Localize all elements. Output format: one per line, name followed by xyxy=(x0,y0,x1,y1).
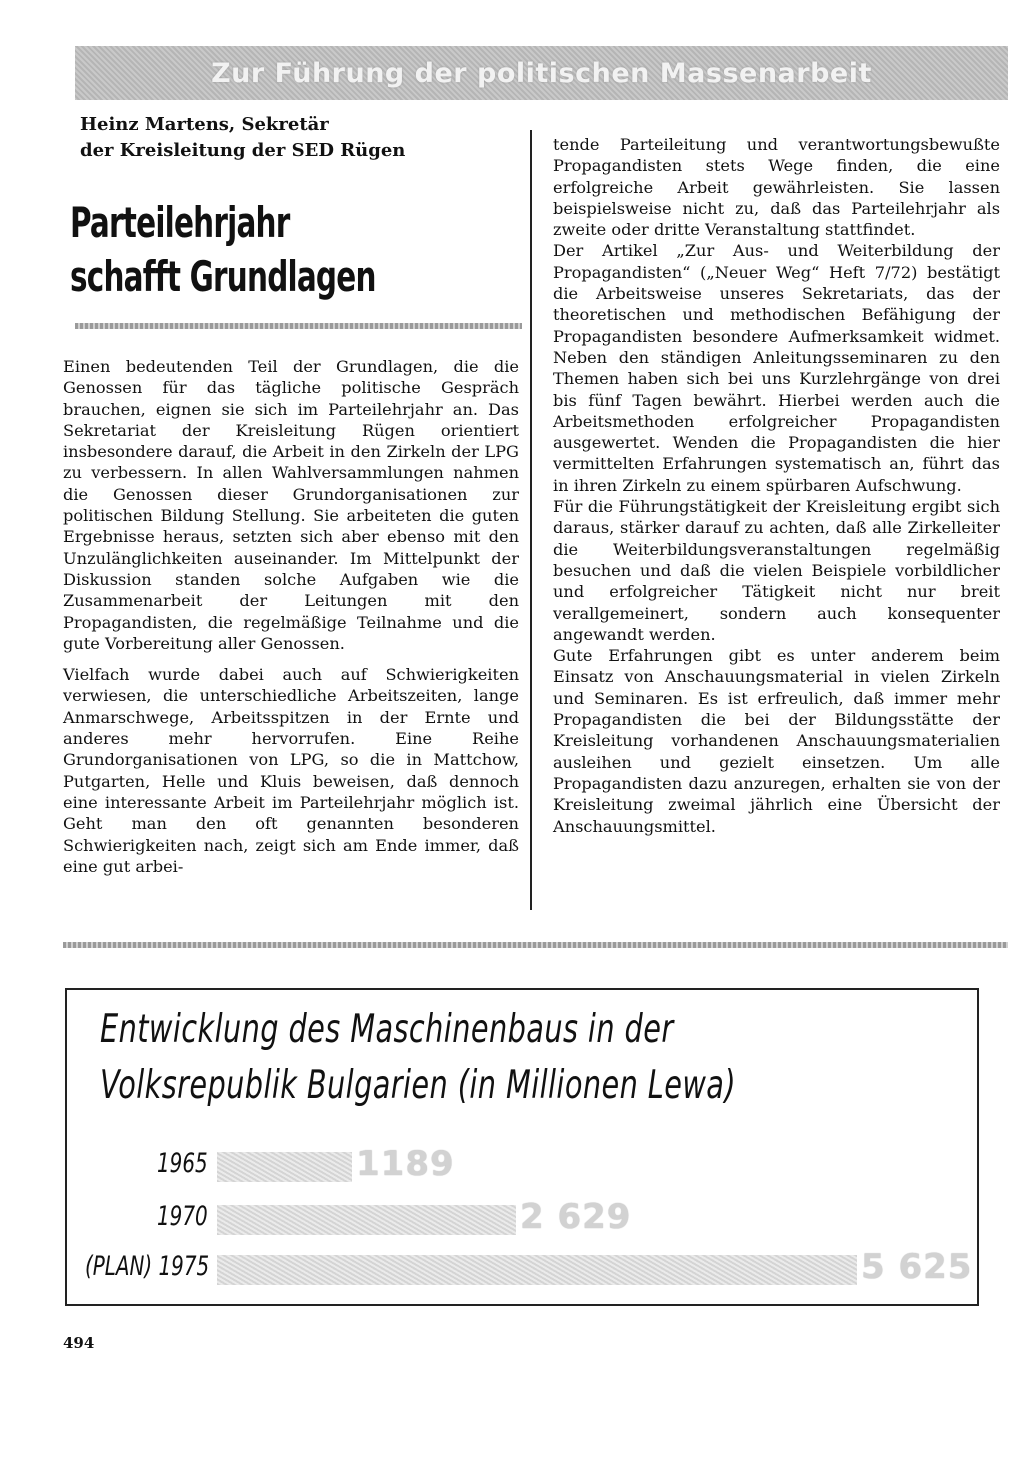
article-paragraph: Der Artikel „Zur Aus- und Weiterbildung der Propagandisten“ („Neuer Weg“ Heft 7/72) bestätigt die Arbeitsweise unseres Sekretariats, das der theoretischen und methodischen Befähigung der Propagandisten besondere Aufmerksamkeit widmet. Neben den ständigen Anleitungsseminaren zu den Themen haben sich bei uns Kurzlehrgänge von drei bis fünf Tagen bewährt. Hierbei werden auch die Arbeitsmethoden erfolgreicher Propagandisten ausgewertet. Wenden die Propagandisten die hier vermittelten Erfahrungen systematisch an, führt das in ihren Zirkeln zu einem spürbaren Aufschwung. xyxy=(553,241,1000,495)
section-banner-text: Zur Führung der politischen Massenarbeit xyxy=(211,57,872,89)
bar xyxy=(217,1255,857,1285)
bar-category-label: 1970 xyxy=(157,1201,208,1232)
byline-position: der Kreisleitung der SED Rügen xyxy=(80,140,406,161)
article-left-column xyxy=(63,356,519,877)
article-paragraph: tende Parteileitung und verantwortungsbewußte Propagandisten stets Wege finden, die eine erfolgreiche Arbeit gewährleisten. Sie lassen beispielsweise nicht zu, daß das Parteilehrjahr als zweite oder dritte Veranstaltung stattfindet. xyxy=(553,135,1000,240)
bar-category-label: 1965 xyxy=(157,1148,208,1179)
article-right-column xyxy=(553,134,1000,837)
page-number: 494 xyxy=(63,1334,95,1352)
column-divider xyxy=(530,130,532,910)
headline-divider xyxy=(75,323,522,329)
article-paragraph: Für die Führungstätigkeit der Kreisleitung ergibt sich daraus, stärker darauf zu achten, daß alle Zirkelleiter die Weiterbildungsveranstaltungen regelmäßig besuchen und daß die vielen Beispiele vorbildlicher und erfolgreicher Tätigkeit nicht nur breit verallgemeinert, sondern auch konsequenter angewandt werden. xyxy=(553,497,1000,644)
byline xyxy=(80,112,510,164)
bar-value-label: 2 629 xyxy=(520,1197,632,1237)
byline-author: Heinz Martens, Sekretär xyxy=(80,114,329,135)
article-paragraph: Einen bedeutenden Teil der Grundlagen, die die Genossen für das tägliche politische Gespräch brauchen, eignen sie sich im Parteilehrjahr an. Das Sekretariat der Kreisleitung Rügen orientiert insbesondere darauf, die Arbeit in den Zirkeln der LPG zu verbessern. In allen Wahlversammlungen nahmen die Genossen dieser Grundorganisationen zur politischen Bildung Stellung. Sie arbeiteten die guten Ergebnisse heraus, setzten sich aber ebenso mit den Unzulänglichkeiten auseinander. Im Mittelpunkt der Diskussion standen solche Aufgaben wie die Zusammenarbeit der Leitungen mit den Propagandisten, die regelmäßige Teilnahme und die gute Vorbereitung aller Genossen. xyxy=(63,357,519,653)
bar xyxy=(217,1152,352,1182)
chart-title-line-2: Volksrepublik Bulgarien (in Millionen Lewa) xyxy=(100,1063,736,1108)
chart-title-line-1: Entwicklung des Maschinenbaus in der xyxy=(100,1007,674,1052)
bar xyxy=(217,1205,516,1235)
section-banner xyxy=(75,46,1008,100)
article-paragraph: Gute Erfahrungen gibt es unter anderem beim Einsatz von Anschauungsmaterial in vielen Zirkeln und Seminaren. Es ist erfreulich, daß immer mehr Propagandisten die bei der Bildungsstätte der Kreisleitung vorhandenen Anschauungsmaterialien ausleihen und gezielt einsetzen. Um alle Propagandisten dazu anzuregen, erhalten sie von der Kreisleitung zweimal jährlich eine Übersicht der Anschauungsmittel. xyxy=(553,646,1000,836)
bar-category-label: (PLAN) 1975 xyxy=(85,1251,210,1282)
bar-value-label: 1189 xyxy=(356,1144,455,1184)
bar-value-label: 5 625 xyxy=(861,1247,973,1287)
article-paragraph: Vielfach wurde dabei auch auf Schwierigkeiten verwiesen, die unterschiedliche Arbeitszeiten, lange Anmarschwege, Arbeitsspitzen in der Ernte und anderes mehr hervorrufen. Eine Reihe Grundorganisationen von LPG, so die in Mattchow, Putgarten, Helle und Kluis beweisen, daß dennoch eine interessante Arbeit im Parteilehrjahr möglich ist. Geht man den oft genannten besonderen Schwierigkeiten nach, zeigt sich am Ende immer, daß eine gut arbei- xyxy=(63,665,519,876)
article-headline xyxy=(70,196,429,304)
chart-title xyxy=(100,1002,805,1114)
headline-line-2: schafft Grundlagen xyxy=(70,252,376,301)
headline-line-1: Parteilehrjahr xyxy=(70,198,290,247)
section-divider xyxy=(63,942,1008,948)
